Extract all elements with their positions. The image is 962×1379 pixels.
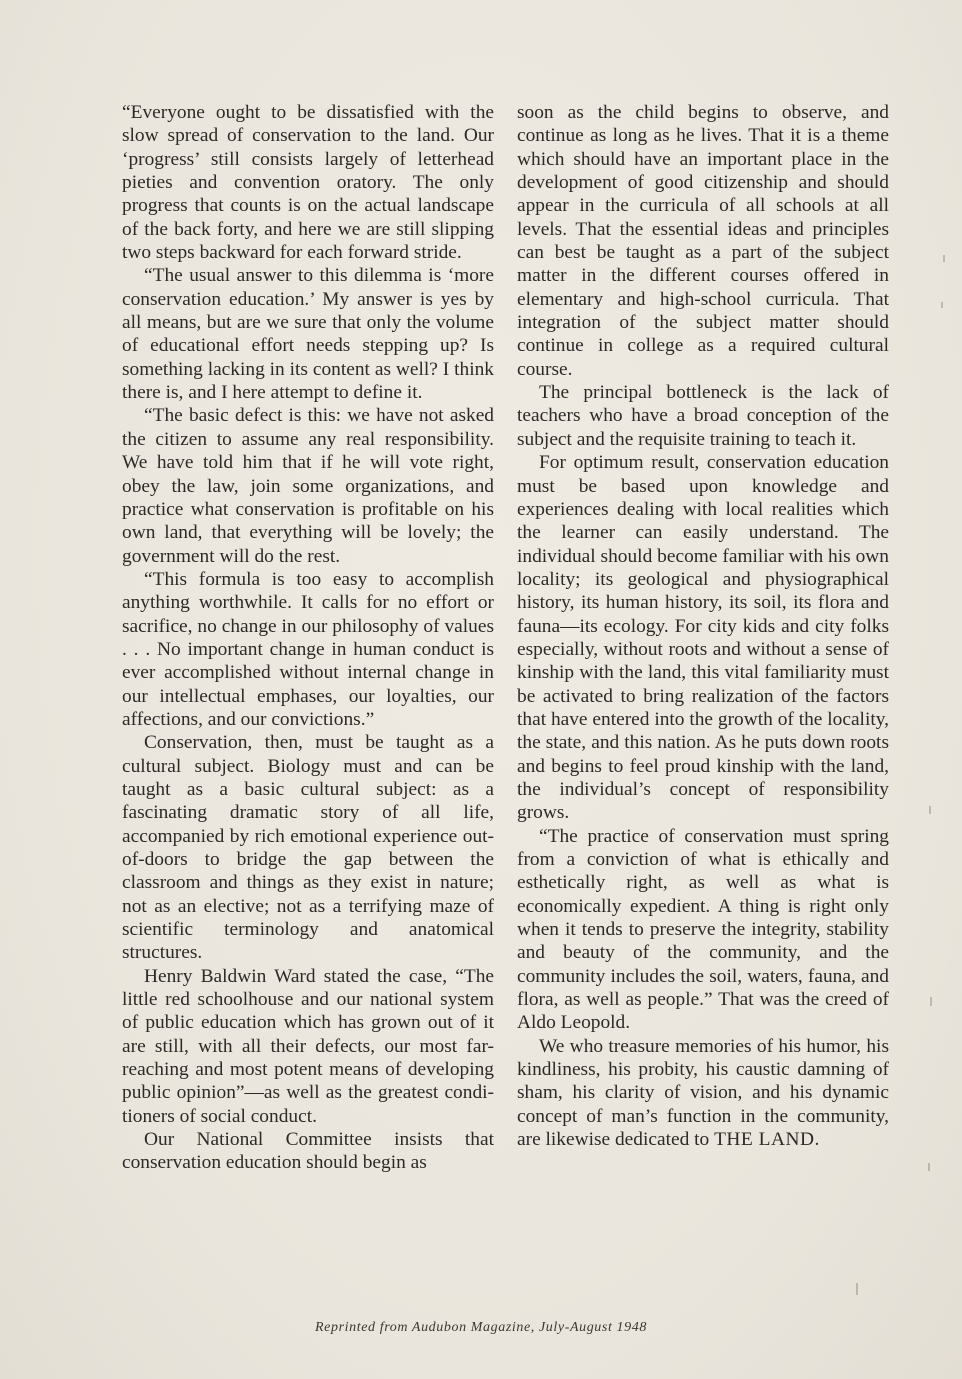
paragraph: Henry Baldwin Ward stated the case, “The little red schoolhouse and our national system of public education which has grown out of it are still, with all their defects, our most far-reaching and most potent means of developing public opinion”—as well as the greatest conditioners of social conduct.	[122, 965, 494, 1127]
paragraph-text: We who treasure memories of his humor, his kindliness, his probity, his caustic damning of sham, his clarity of vision, and his dynamic concept of man’s function in the community, are likewise dedicated to	[517, 1035, 889, 1151]
paragraph	[517, 1035, 889, 1152]
paragraph	[122, 264, 494, 404]
margin-speck	[929, 806, 931, 814]
paragraph-text: “The usual answer to this dilemma is ‘more conservation education.’ My answer is yes by all means, but are we sure that only the volume of educational effort needs stepping up? Is something lacking in its content as well? I think there is, and I here attempt to define it.	[122, 265, 494, 404]
margin-speck	[856, 1283, 858, 1295]
paragraph: The principal bottleneck is the lack of teachers who have a broad conception of the subject and the requisite training to teach it.	[517, 382, 889, 450]
text-column-left	[122, 101, 494, 1175]
paragraph: soon as the child begins to observe, and continue as long as he lives. That it is a theme which should have an important place in the development of good citizenship and should appear in the curricula of all schools at all levels. That the essential ideas and principles can best be taught as a part of the subject matter in the different courses offered in elementary and high-school curricula. That integration of the subject matter should continue in college as a required cultural course.	[517, 102, 889, 380]
text-column-right	[517, 101, 889, 1151]
paragraph: “The basic defect is this: we have not asked the citizen to assume any real responsibility. We have told him that if he will vote right, obey the law, join some organizations, and practice what conservation is profitable on his own land, that everything will be lovely; the government will do the rest.	[122, 405, 494, 567]
margin-speck	[930, 997, 932, 1006]
paragraph: “Everyone ought to be dissatisfied with the slow spread of conservation to the land. Our ‘progress’ still consists largely of letterhead pieties and convention oratory. The only progress that counts is on the actual landscape of the back forty, and here we are still slipping two steps backward for each forward stride.	[122, 102, 494, 264]
paragraph: Conservation, then, must be taught as a cultural subject. Biology must and can be taught as a basic cultural subject: as a fascinating dramatic story of all life, accompanied by rich emotional experience out-of-doors to bridge the gap between the classroom and things as they exist in nature; not as an elective; not as a terrifying maze of scientific terminology and anatomical structures.	[122, 732, 494, 964]
reprint-credit: Reprinted from Audubon Magazine, July-August 1948	[315, 1320, 647, 1335]
the-land-title: THE LAND.	[714, 1129, 820, 1151]
paragraph: “This formula is too easy to accomplish anything worthwhile. It calls for no effort or sacrifice, no change in our philosophy of values . . . No important change in human conduct is ever accomplished without internal change in our intellectual emphases, our loyalties, our affections, and our convictions.”	[122, 568, 494, 730]
margin-speck	[943, 255, 945, 262]
margin-speck	[941, 302, 943, 308]
paragraph: Our National Committee insists that conservation education should begin as	[122, 1129, 494, 1174]
paragraph: For optimum result, conservation education must be based upon knowledge and experiences dealing with local realities which the learner can easily understand. The individual should become familiar with his own locality; its geological and physiographical history, its human history, its soil, its flora and fauna—its ecology. For city kids and city folks especially, without roots and without a sense of kinship with the land, this vital familiarity must be activated to bring realization of the factors that have entered into the growth of the locality, the state, and this nation. As he puts down roots and begins to feel proud kinship with the land, the individual’s concept of responsibility grows.	[517, 452, 889, 824]
paragraph: “The practice of conservation must spring from a conviction of what is ethically and esthetically right, as well as what is economically expedient. A thing is right only when it tends to preserve the integrity, stability and beauty of the community, and the community includes the soil, waters, fauna, and flora, as well as people.” That was the creed of Aldo Leopold.	[517, 825, 889, 1034]
margin-speck	[928, 1163, 930, 1171]
